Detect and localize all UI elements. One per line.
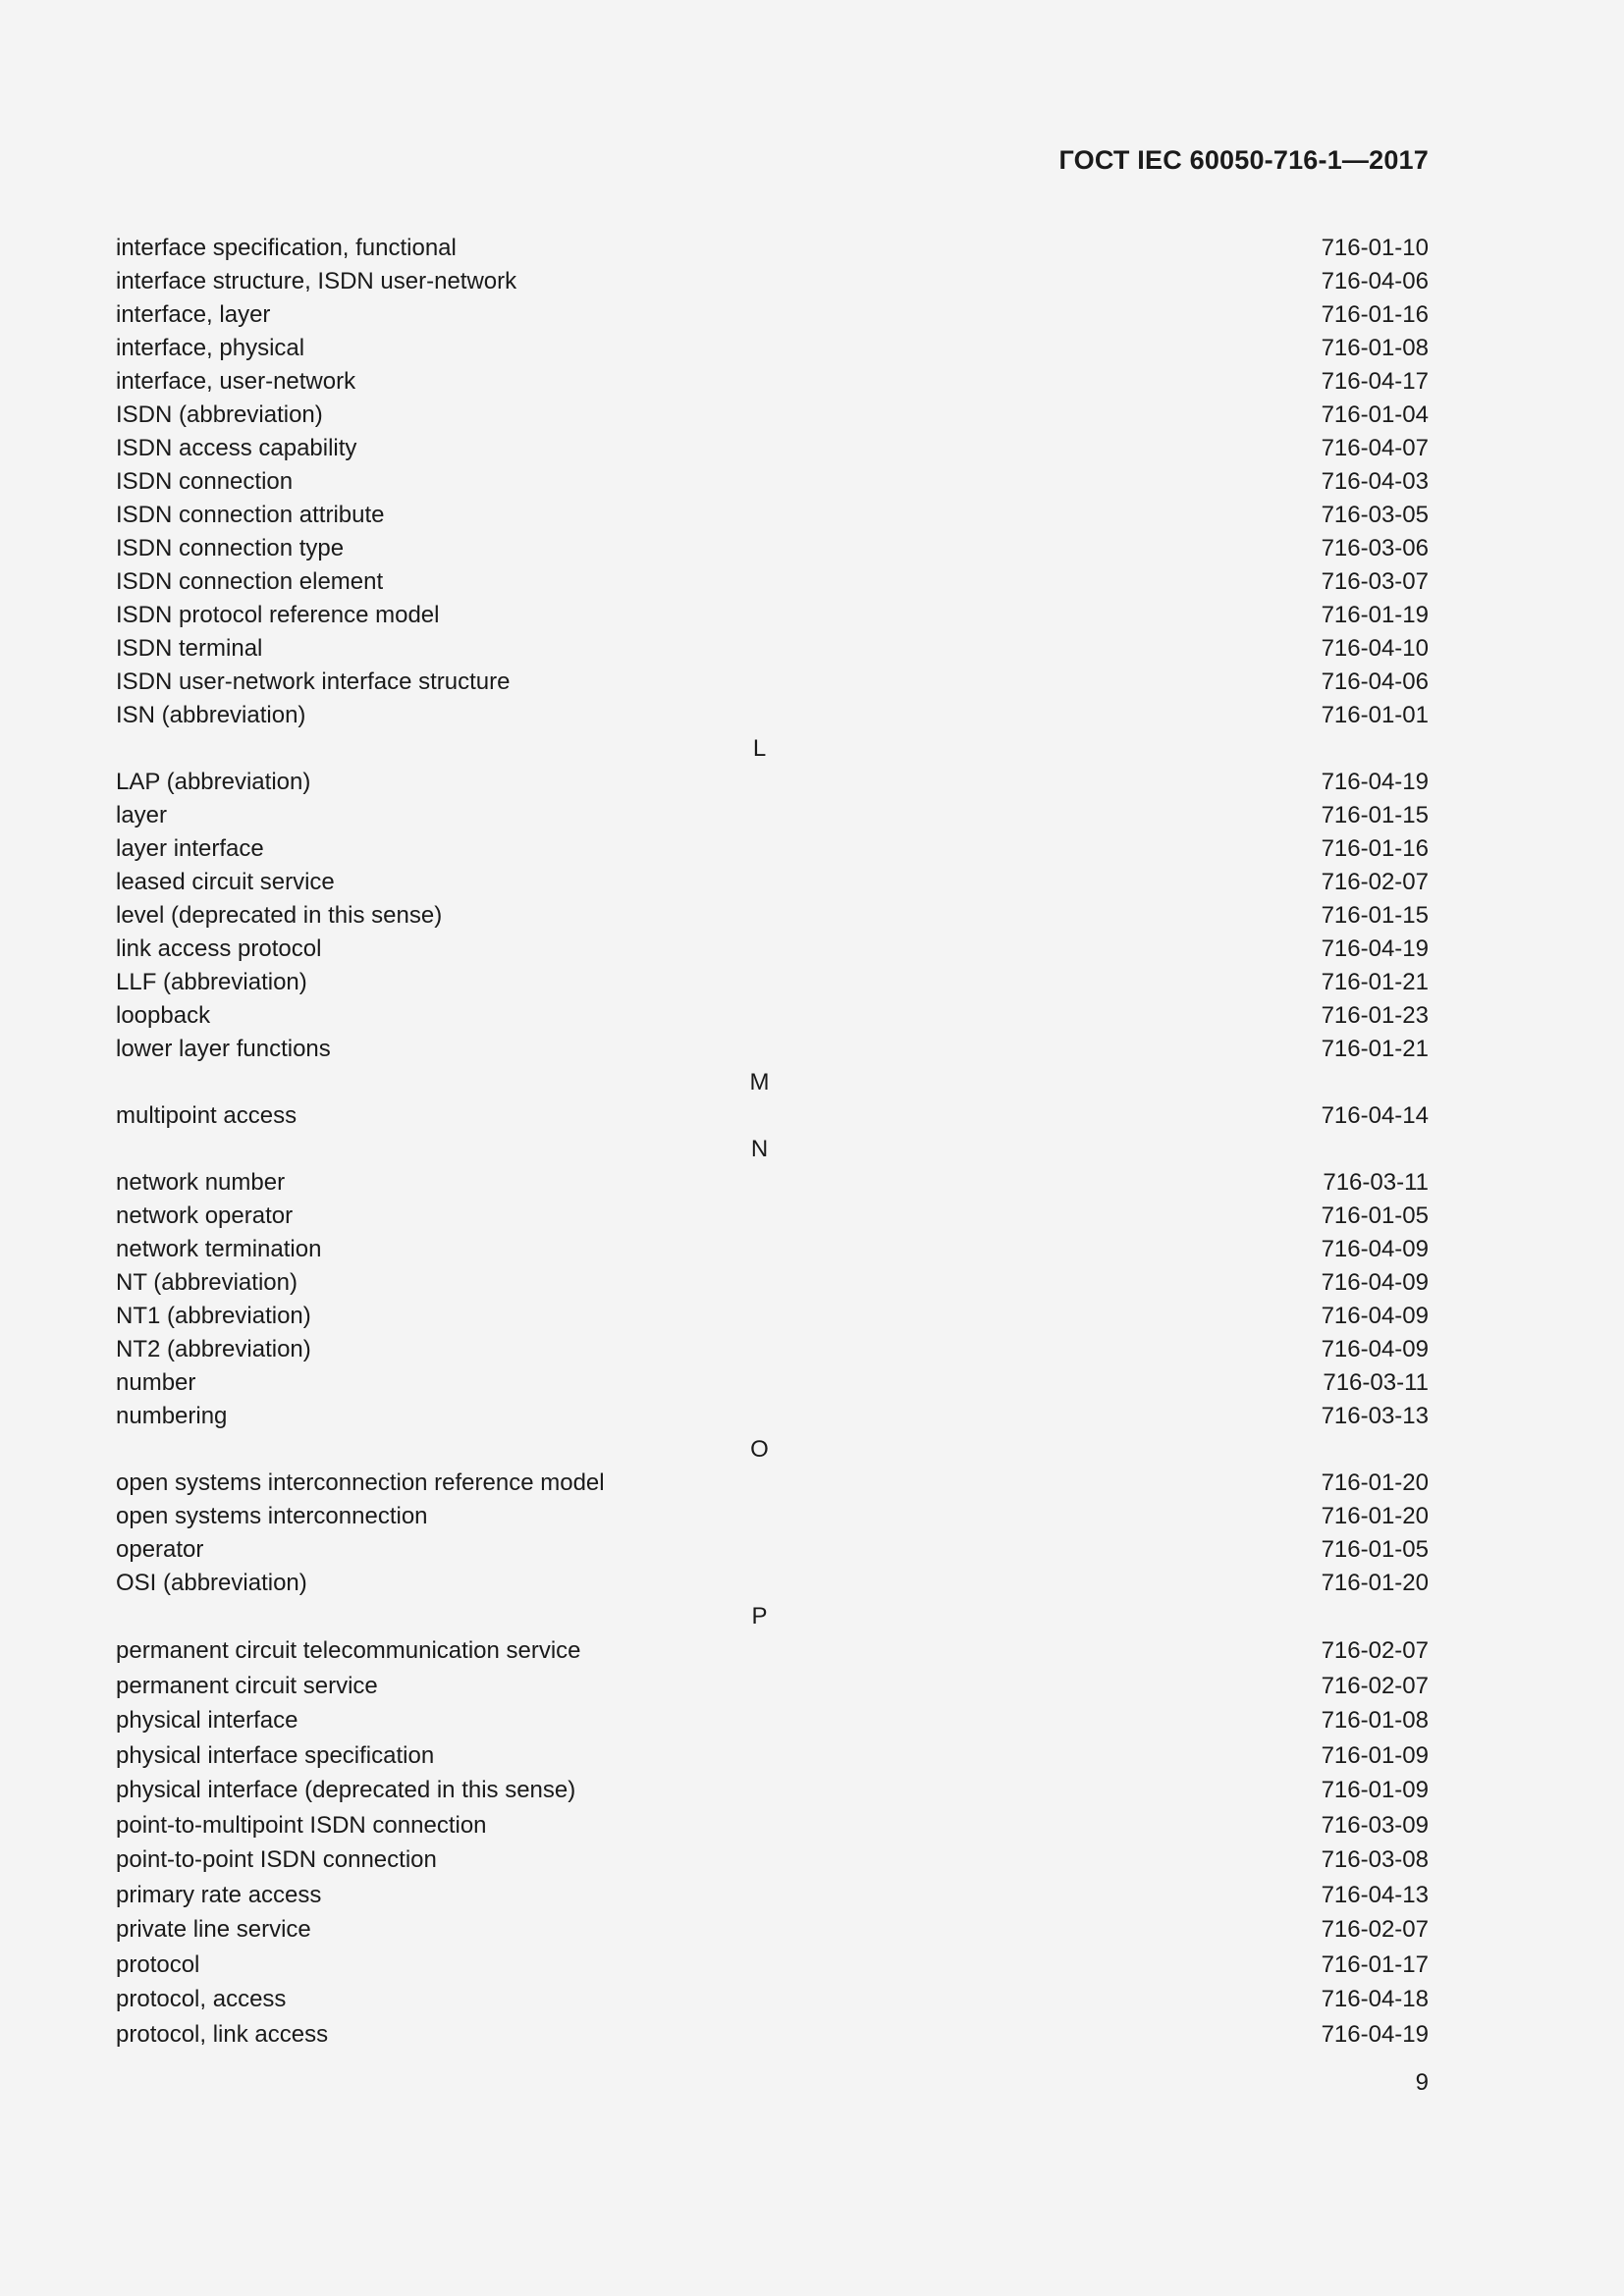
index-entry-code: 716-04-19 bbox=[1321, 935, 1429, 962]
index-entry-term: interface, layer bbox=[116, 301, 271, 328]
index-entry-code: 716-01-20 bbox=[1321, 1503, 1429, 1529]
index-entry-row bbox=[116, 866, 1429, 899]
index-entry-row bbox=[116, 1982, 1429, 2017]
index-entry-code: 716-01-17 bbox=[1321, 1950, 1429, 1978]
index-entry-term: ISDN connection attribute bbox=[116, 502, 385, 528]
index-entry-code: 716-02-07 bbox=[1321, 1916, 1429, 1943]
index-entry-row bbox=[116, 1878, 1429, 1913]
index-entry-code: 716-04-13 bbox=[1321, 1881, 1429, 1908]
index-entry-term: NT (abbreviation) bbox=[116, 1269, 298, 1296]
index-entry-term: NT2 (abbreviation) bbox=[116, 1336, 311, 1362]
index-entry-row bbox=[116, 532, 1429, 565]
index-entry-code: 716-04-10 bbox=[1321, 635, 1429, 662]
index-entry-code: 716-01-05 bbox=[1321, 1536, 1429, 1563]
index-entry-row bbox=[116, 899, 1429, 933]
index-entry-row bbox=[116, 1300, 1429, 1333]
index-entry-row bbox=[116, 1533, 1429, 1567]
index-entry-code: 716-03-09 bbox=[1321, 1811, 1429, 1839]
index-entry-term: ISDN connection bbox=[116, 468, 294, 495]
index-entry-row bbox=[116, 799, 1429, 832]
index-entry-term: ISDN connection type bbox=[116, 535, 345, 561]
index-entry-code: 716-01-23 bbox=[1321, 1002, 1429, 1029]
index-entry-row bbox=[116, 1633, 1429, 1669]
index-entry-row bbox=[116, 265, 1429, 298]
index-entry-code: 716-04-09 bbox=[1321, 1269, 1429, 1296]
index-entry-code: 716-01-05 bbox=[1321, 1202, 1429, 1229]
index-entry-row bbox=[116, 632, 1429, 666]
index-entry-code: 716-01-01 bbox=[1321, 702, 1429, 728]
index-entry-code: 716-03-11 bbox=[1323, 1369, 1429, 1396]
index-entry-row bbox=[116, 499, 1429, 532]
index-entry-term: interface, user-network bbox=[116, 368, 356, 395]
index-entry-code: 716-04-06 bbox=[1321, 668, 1429, 695]
index-entry-row bbox=[116, 699, 1429, 732]
index-entry-row bbox=[116, 1703, 1429, 1738]
index-entry-row bbox=[116, 1500, 1429, 1533]
index-entry-code: 716-01-10 bbox=[1321, 235, 1429, 261]
index-entry-row bbox=[116, 1912, 1429, 1948]
index-entry-term: level (deprecated in this sense) bbox=[116, 902, 443, 929]
index-entry-code: 716-04-18 bbox=[1321, 1986, 1429, 2012]
index-entry-code: 716-01-16 bbox=[1321, 301, 1429, 328]
index-entry-term: layer interface bbox=[116, 835, 264, 862]
index-entry-row bbox=[116, 966, 1429, 999]
index-entry-term: physical interface (deprecated in this sense) bbox=[116, 1777, 576, 1803]
index-entry-row bbox=[116, 432, 1429, 465]
index-entry-term: lower layer functions bbox=[116, 1036, 331, 1062]
section-letter-heading: L bbox=[752, 735, 767, 762]
index-entry-row bbox=[116, 232, 1429, 265]
index-entry-row bbox=[116, 1033, 1429, 1066]
index-entry-row bbox=[116, 766, 1429, 799]
index-entry-code: 716-01-09 bbox=[1321, 1777, 1429, 1803]
index-entry-code: 716-02-07 bbox=[1321, 1637, 1429, 1664]
index-entry-term: ISDN user-network interface structure bbox=[116, 668, 511, 695]
index-entry-code: 716-01-21 bbox=[1321, 969, 1429, 995]
index-entry-term: numbering bbox=[116, 1403, 228, 1429]
index-entry-row bbox=[116, 365, 1429, 399]
index-entry-term: network termination bbox=[116, 1236, 322, 1262]
index-entry-term: point-to-point ISDN connection bbox=[116, 1846, 437, 1873]
index-entry-term: number bbox=[116, 1369, 196, 1396]
index-entry-code: 716-04-03 bbox=[1321, 468, 1429, 495]
index-entry-code: 716-04-09 bbox=[1321, 1303, 1429, 1329]
index-entry-code: 716-01-09 bbox=[1321, 1741, 1429, 1769]
index-entry-row bbox=[116, 298, 1429, 332]
index-entry-code: 716-01-08 bbox=[1321, 1707, 1429, 1734]
index-entry-row bbox=[116, 1200, 1429, 1233]
index-entry-term: ISN (abbreviation) bbox=[116, 702, 306, 728]
index-entry-row bbox=[116, 832, 1429, 866]
index-entry-code: 716-01-15 bbox=[1321, 902, 1429, 929]
index-entry-row bbox=[116, 1166, 1429, 1200]
index-entry-term: LLF (abbreviation) bbox=[116, 969, 307, 995]
index-entry-code: 716-04-17 bbox=[1321, 368, 1429, 395]
index-entry-term: ISDN protocol reference model bbox=[116, 602, 440, 628]
index-entry-term: private line service bbox=[116, 1916, 311, 1943]
index-entry-term: point-to-multipoint ISDN connection bbox=[116, 1811, 487, 1839]
index-entry-row bbox=[116, 1567, 1429, 1600]
index-entry-term: ISDN terminal bbox=[116, 635, 263, 662]
index-entry-term: loopback bbox=[116, 1002, 211, 1029]
index-entry-row bbox=[116, 666, 1429, 699]
index-entry-code: 716-03-07 bbox=[1321, 568, 1429, 595]
index-entry-term: layer bbox=[116, 802, 168, 828]
index-entry-term: ISDN (abbreviation) bbox=[116, 401, 323, 428]
index-entry-term: primary rate access bbox=[116, 1881, 322, 1908]
section-letter-heading: N bbox=[750, 1136, 769, 1162]
index-entry-term: protocol, link access bbox=[116, 2020, 329, 2048]
index-entry-row bbox=[116, 1669, 1429, 1704]
index-entry-term: interface, physical bbox=[116, 335, 305, 361]
index-entry-term: network operator bbox=[116, 1202, 294, 1229]
index-entry-term: protocol bbox=[116, 1950, 200, 1978]
index-entry-code: 716-03-13 bbox=[1321, 1403, 1429, 1429]
index-entry-code: 716-04-19 bbox=[1321, 769, 1429, 795]
index-entry-row bbox=[116, 565, 1429, 599]
index-entry-code: 716-04-09 bbox=[1321, 1336, 1429, 1362]
index-entry-code: 716-04-07 bbox=[1321, 435, 1429, 461]
index-entry-code: 716-04-09 bbox=[1321, 1236, 1429, 1262]
index-entry-term: LAP (abbreviation) bbox=[116, 769, 311, 795]
index-entry-term: open systems interconnection reference model bbox=[116, 1469, 605, 1496]
index-entry-term: open systems interconnection bbox=[116, 1503, 428, 1529]
index-entry-row bbox=[116, 1948, 1429, 1983]
index-entry-term: NT1 (abbreviation) bbox=[116, 1303, 311, 1329]
index-entry-term: interface structure, ISDN user-network bbox=[116, 268, 517, 294]
index-entry-code: 716-02-07 bbox=[1321, 1672, 1429, 1699]
index-entry-term: permanent circuit telecommunication service bbox=[116, 1637, 581, 1664]
index-entry-code: 716-04-14 bbox=[1321, 1102, 1429, 1129]
index-entry-row bbox=[116, 1738, 1429, 1774]
index-entry-term: OSI (abbreviation) bbox=[116, 1570, 307, 1596]
index-entry-code: 716-01-19 bbox=[1321, 602, 1429, 628]
index-entry-code: 716-01-21 bbox=[1321, 1036, 1429, 1062]
term-index-list bbox=[116, 232, 1429, 2052]
index-entry-code: 716-01-15 bbox=[1321, 802, 1429, 828]
index-entry-code: 716-03-08 bbox=[1321, 1846, 1429, 1873]
index-entry-term: protocol, access bbox=[116, 1986, 287, 2012]
index-entry-term: link access protocol bbox=[116, 935, 322, 962]
section-letter-heading: M bbox=[749, 1069, 770, 1095]
index-entry-row bbox=[116, 2017, 1429, 2053]
index-entry-term: leased circuit service bbox=[116, 869, 335, 895]
index-entry-code: 716-01-04 bbox=[1321, 401, 1429, 428]
index-entry-row bbox=[116, 399, 1429, 432]
index-entry-row bbox=[116, 999, 1429, 1033]
index-entry-term: network number bbox=[116, 1169, 286, 1196]
index-entry-row bbox=[116, 1099, 1429, 1133]
index-entry-row bbox=[116, 1400, 1429, 1433]
index-entry-term: physical interface bbox=[116, 1707, 298, 1734]
index-entry-row bbox=[116, 465, 1429, 499]
document-header-title: ГОСТ IEC 60050-716-1—2017 bbox=[1058, 145, 1429, 175]
index-entry-code: 716-01-16 bbox=[1321, 835, 1429, 862]
index-entry-row bbox=[116, 332, 1429, 365]
section-letter-heading: O bbox=[750, 1436, 769, 1463]
index-entry-term: operator bbox=[116, 1536, 204, 1563]
index-entry-code: 716-01-20 bbox=[1321, 1570, 1429, 1596]
index-entry-term: physical interface specification bbox=[116, 1741, 435, 1769]
index-entry-row bbox=[116, 933, 1429, 966]
index-entry-term: permanent circuit service bbox=[116, 1672, 378, 1699]
index-entry-code: 716-02-07 bbox=[1321, 869, 1429, 895]
index-entry-code: 716-01-08 bbox=[1321, 335, 1429, 361]
index-entry-term: multipoint access bbox=[116, 1102, 298, 1129]
index-entry-row bbox=[116, 1233, 1429, 1266]
index-entry-row bbox=[116, 1333, 1429, 1366]
index-entry-term: interface specification, functional bbox=[116, 235, 457, 261]
index-entry-row bbox=[116, 1808, 1429, 1843]
section-letter-heading: P bbox=[751, 1603, 768, 1629]
index-entry-row bbox=[116, 1773, 1429, 1808]
index-entry-row bbox=[116, 1842, 1429, 1878]
index-entry-code: 716-01-20 bbox=[1321, 1469, 1429, 1496]
index-entry-code: 716-04-19 bbox=[1321, 2020, 1429, 2048]
index-entry-code: 716-03-05 bbox=[1321, 502, 1429, 528]
index-entry-row bbox=[116, 1467, 1429, 1500]
index-entry-code: 716-03-06 bbox=[1321, 535, 1429, 561]
index-entry-row bbox=[116, 599, 1429, 632]
page-number: 9 bbox=[1415, 2069, 1429, 2096]
index-entry-term: ISDN access capability bbox=[116, 435, 357, 461]
index-entry-row bbox=[116, 1366, 1429, 1400]
index-entry-term: ISDN connection element bbox=[116, 568, 384, 595]
index-entry-row bbox=[116, 1266, 1429, 1300]
index-entry-code: 716-04-06 bbox=[1321, 268, 1429, 294]
index-entry-code: 716-03-11 bbox=[1323, 1169, 1429, 1196]
